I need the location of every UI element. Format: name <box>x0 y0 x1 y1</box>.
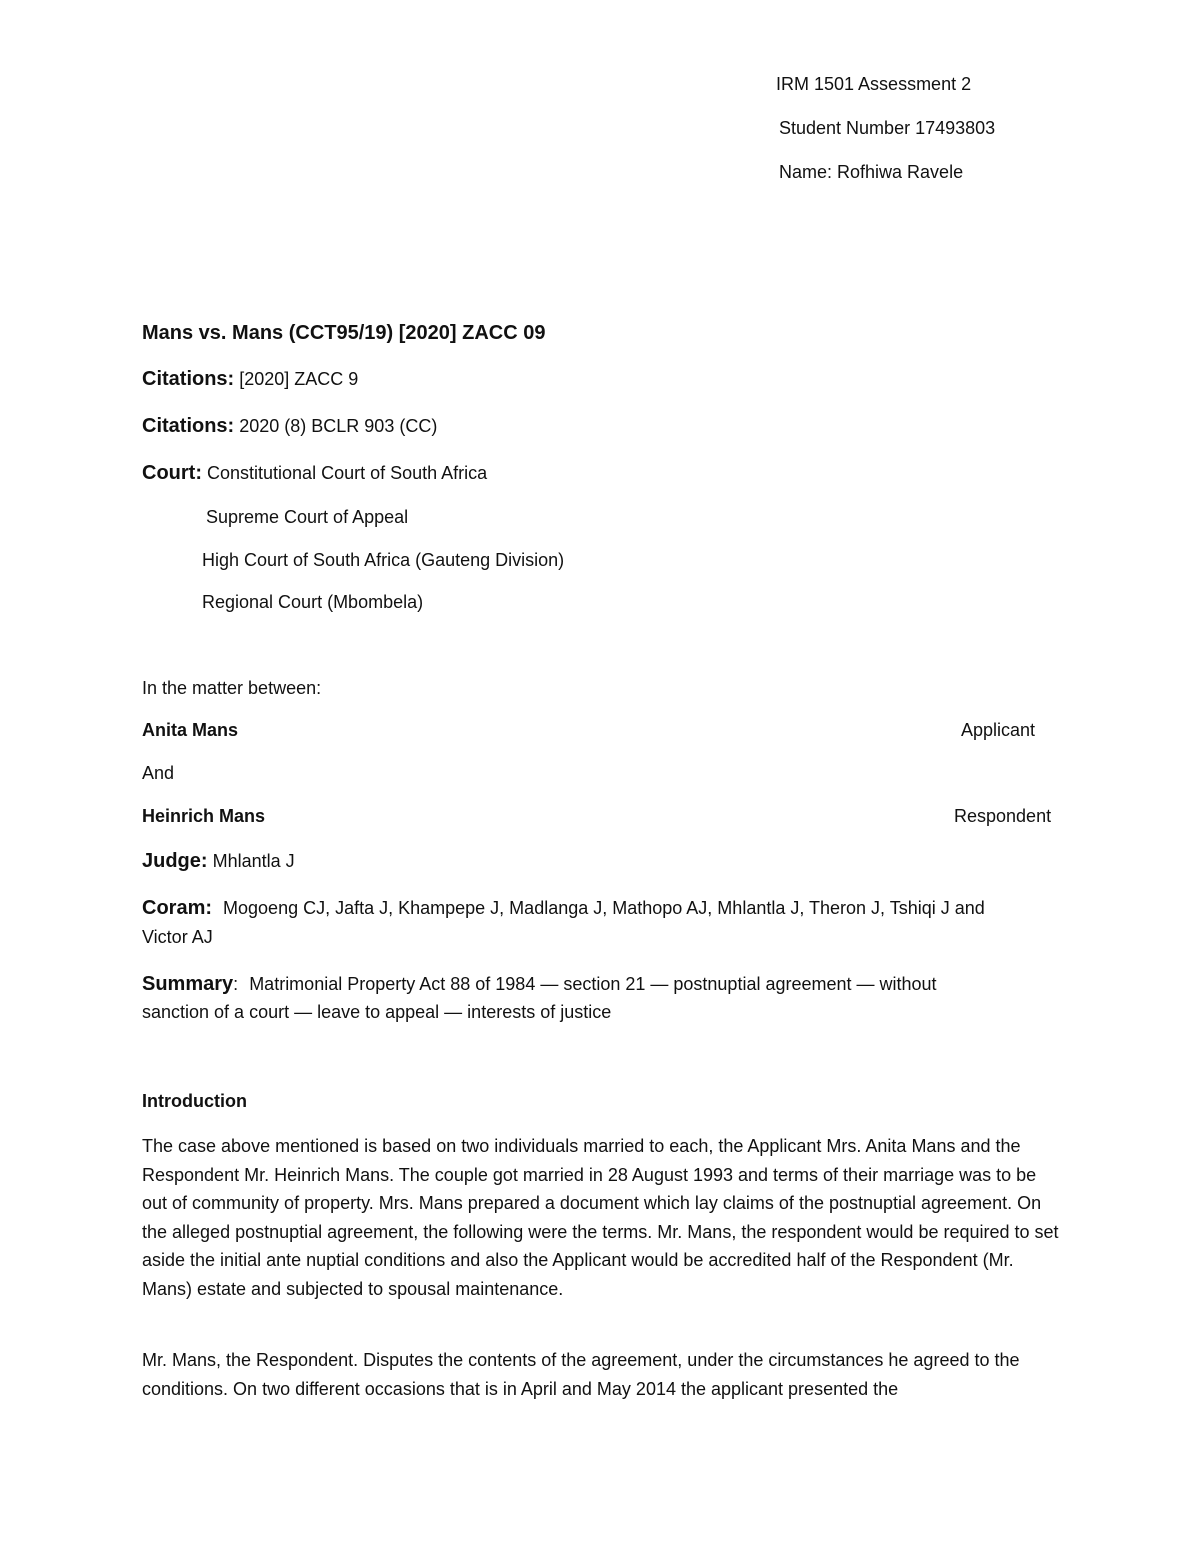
introduction-paragraph-1: The case above mentioned is based on two individuals married to each, the Applicant Mrs. Anita Mans and the Respondent Mr. Heinrich Mans. The couple got married in 28 August 1993 and terms of their marriage was to be out of community of property. Mrs. Mans prepared a document which lay claims of the postnuptial agreement. On the alleged postnuptial agreement, the following were the terms. Mr. Mans, the respondent would be required to set aside the initial ante nuptial conditions and also the Applicant would be accredited half of the Respondent (Mr. Mans) estate and subjected to spousal maintenance. <box>142 1136 1059 1299</box>
case-title: Mans vs. Mans (CCT95/19) [2020] ZACC 09 <box>142 322 546 344</box>
summary-row <box>142 973 937 996</box>
student-name: Name: Rofhiwa Ravele <box>779 162 964 182</box>
citation-value: [2020] ZACC 9 <box>239 369 359 389</box>
citation-row-2 <box>142 415 437 438</box>
summary-value-cont: sanction of a court — leave to appeal — interests of justice <box>142 1002 612 1022</box>
parties-intro: In the matter between: <box>142 678 322 698</box>
court-row <box>142 462 487 485</box>
applicant-name: Anita Mans <box>142 720 239 740</box>
coram-value-cont: Victor AJ <box>142 927 213 947</box>
court-label: Court: <box>142 462 202 484</box>
respondent-name: Heinrich Mans <box>142 806 266 826</box>
court-item: Constitutional Court of South Africa <box>207 463 488 483</box>
introduction-paragraph-2: Mr. Mans, the Respondent. Disputes the contents of the agreement, under the circumstances he agreed to the conditions. On two different occasions that is in April and May 2014 the applicant presented the <box>142 1350 1020 1399</box>
court-item: Supreme Court of Appeal <box>206 507 409 527</box>
coram-label: Coram: <box>142 897 213 919</box>
coram-value: Mogoeng CJ, Jafta J, Khampepe J, Madlanga J, Mathopo AJ, Mhlantla J, Theron J, Tshiqi J and <box>223 898 985 918</box>
parties-and: And <box>142 763 175 783</box>
citation-label: Citations: <box>142 368 235 390</box>
applicant-role: Applicant <box>961 720 1036 740</box>
summary-value: Matrimonial Property Act 88 of 1984 — section 21 — postnuptial agreement — without <box>249 974 937 994</box>
court-item: Regional Court (Mbombela) <box>202 592 424 612</box>
summary-label: Summary <box>142 973 234 995</box>
judge-row <box>142 850 295 873</box>
citation-value: 2020 (8) BCLR 903 (CC) <box>239 416 438 436</box>
introduction-heading: Introduction <box>142 1091 247 1111</box>
citation-label: Citations: <box>142 415 235 437</box>
assessment-title: IRM 1501 Assessment 2 <box>776 74 972 94</box>
coram-row <box>142 897 985 920</box>
judge-value: Mhlantla J <box>212 851 295 871</box>
judge-label: Judge: <box>142 850 208 872</box>
court-item: High Court of South Africa (Gauteng Division) <box>202 550 565 570</box>
student-number: Student Number 17493803 <box>779 118 996 138</box>
summary-colon: : <box>233 974 239 994</box>
respondent-role: Respondent <box>954 806 1052 826</box>
citation-row-1 <box>142 368 358 391</box>
